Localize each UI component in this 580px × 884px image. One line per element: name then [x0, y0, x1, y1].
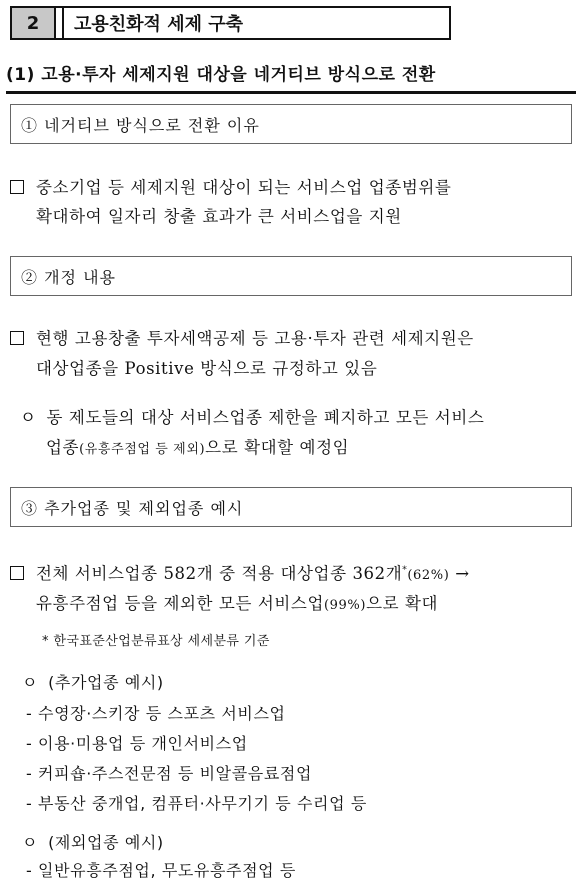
box-changes: [10, 256, 572, 296]
checkbox-square-icon: [10, 566, 24, 580]
added-item: - 이용·미용업 등 개인서비스업: [26, 734, 248, 753]
added-item: - 부동산 중개업, 컴퓨터·사무기기 등 수리업 등: [26, 794, 367, 813]
bullet-circle-icon: ㅇ: [22, 833, 39, 852]
added-item: - 수영장·스키장 등 스포츠 서비스업: [26, 704, 286, 723]
para2-line1: 현행 고용창출 투자세액공제 등 고용·투자 관련 세제지원은: [10, 325, 474, 349]
para4-line2: 유흥주점업 등을 제외한 모든 서비스업(99%)으로 확대: [36, 594, 439, 613]
excluded-item: - 일반유흥주점업, 무도유흥주점업 등: [26, 861, 296, 880]
added-label-line: ㅇ (추가업종 예시): [22, 673, 164, 692]
para2-line2: 대상업종을 Positive 방식으로 규정하고 있음: [36, 359, 378, 378]
para3-line1: ㅇ 동 제도들의 대상 서비스업종 제한을 폐지하고 모든 서비스: [20, 408, 485, 427]
box-examples: [10, 487, 572, 527]
box-examples-label: ③ 추가업종 및 제외업종 예시: [21, 498, 244, 518]
box-changes-label: ② 개정 내용: [21, 267, 116, 287]
section-header: [10, 6, 451, 40]
section-number: 2: [12, 8, 56, 38]
para4-line1: 전체 서비스업종 582개 중 적용 대상업종 362개*(62%) →: [10, 560, 470, 584]
checkbox-square-icon: [10, 180, 24, 194]
para1-line1: 중소기업 등 세제지원 대상이 되는 서비스업 업종범위를: [10, 174, 451, 198]
box-reason-label: ① 네거티브 방식으로 전환 이유: [21, 115, 260, 135]
box-reason: [10, 104, 572, 144]
checkbox-square-icon: [10, 331, 24, 345]
section-title: 고용친화적 세제 구축: [62, 8, 449, 38]
bullet-circle-icon: ㅇ: [22, 673, 39, 692]
bullet-circle-icon: ㅇ: [20, 408, 37, 427]
subheading: (1) 고용·투자 세제지원 대상을 네거티브 방식으로 전환: [6, 60, 576, 94]
para3-line2: 업종(유흥주점업 등 제외)으로 확대할 예정임: [46, 438, 350, 457]
excluded-label-line: ㅇ (제외업종 예시): [22, 833, 164, 852]
added-item: - 커피숍·주스전문점 등 비알콜음료점업: [26, 764, 313, 783]
footnote: * 한국표준산업분류표상 세세분류 기준: [42, 634, 270, 649]
para1-line2: 확대하여 일자리 창출 효과가 큰 서비스업을 지원: [36, 207, 402, 226]
